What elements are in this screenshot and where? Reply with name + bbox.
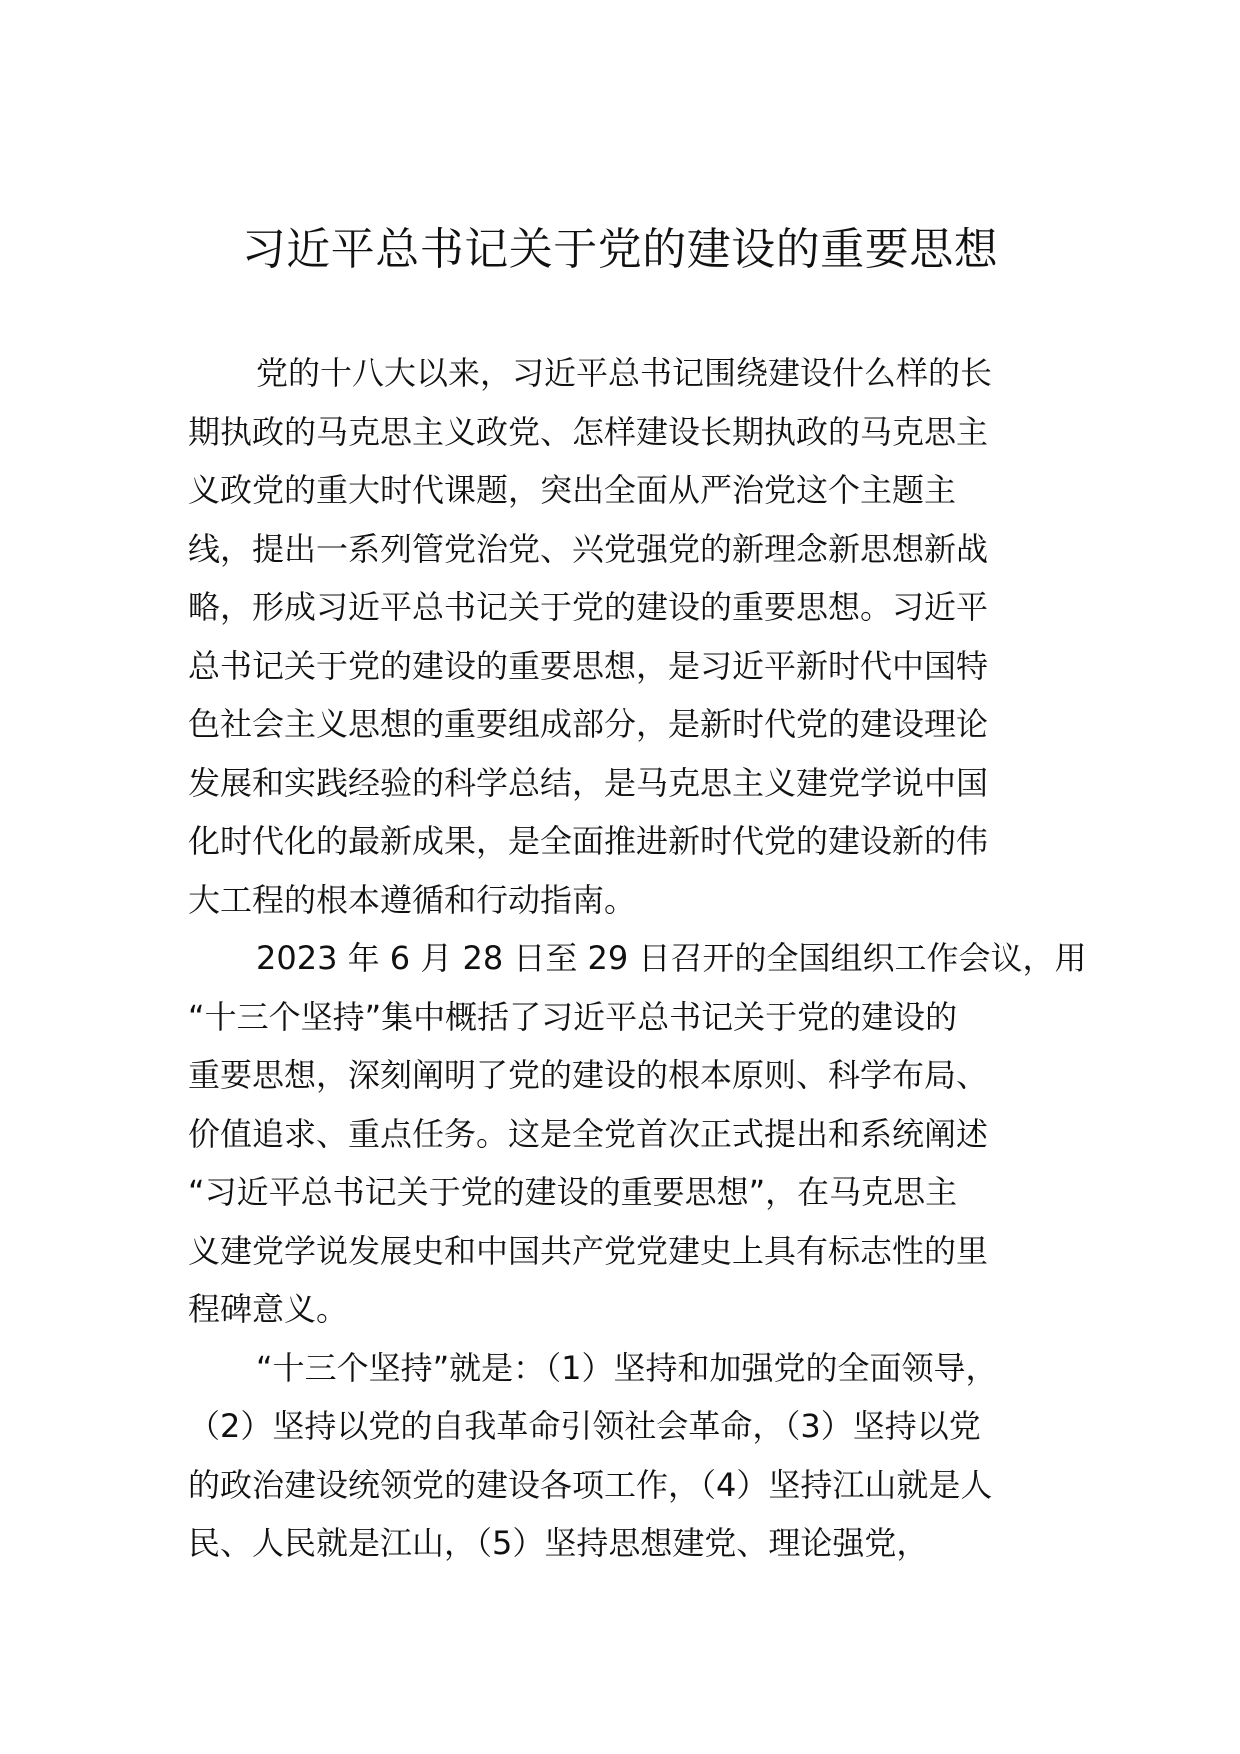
paragraph-line: 大工程的根本遵循和行动指南。 (188, 880, 637, 919)
paragraph-line: 色社会主义思想的重要组成部分，是新时代党的建设理论 (188, 705, 989, 743)
paragraph-line: 党的十八大以来，习近平总书记围绕建设什么样的长 (256, 354, 993, 392)
paragraph-line: 民、人民就是江山，（5）坚持思想建党、理论强党， (188, 1524, 929, 1562)
paragraph-line: 化时代化的最新成果，是全面推进新时代党的建设新的伟 (188, 822, 989, 860)
paragraph-line: 发展和实践经验的科学总结，是马克思主义建党学说中国 (188, 763, 989, 802)
paragraph-1 (188, 344, 1088, 929)
paragraph-line: 2023 年 6 月 28 日至 29 日召开的全国组织工作会议，用 (256, 939, 1087, 977)
paragraph-line: “十三个坚持”集中概括了习近平总书记关于党的建设的 (188, 997, 958, 1036)
document-title: 习近平总书记关于党的建设的重要思想 (241, 224, 999, 275)
paragraph-line: （2）坚持以党的自我革命引领社会革命，（3）坚持以党 (188, 1407, 981, 1445)
paragraph-2 (188, 929, 1088, 1339)
paragraph-line: 的政治建设统领党的建设各项工作，（4）坚持江山就是人 (188, 1465, 993, 1504)
paragraph-line: 总书记关于党的建设的重要思想，是习近平新时代中国特 (188, 646, 989, 685)
paragraph-3 (188, 1339, 1088, 1573)
paragraph-line: “习近平总书记关于党的建设的重要思想”，在马克思主 (188, 1173, 958, 1211)
paragraph-line: 略，形成习近平总书记关于党的建设的重要思想。习近平 (188, 588, 989, 626)
paragraph-line: 义建党学说发展史和中国共产党党建史上具有标志性的里 (188, 1231, 989, 1270)
document-body (188, 344, 1088, 1573)
paragraph-line: 线，提出一系列管党治党、兴党强党的新理念新思想新战 (188, 529, 989, 568)
paragraph-line: 期执政的马克思主义政党、怎样建设长期执政的马克思主 (188, 412, 989, 451)
paragraph-line: 义政党的重大时代课题，突出全面从严治党这个主题主 (188, 471, 957, 509)
paragraph-line: “十三个坚持”就是：（1）坚持和加强党的全面领导， (256, 1348, 998, 1387)
paragraph-line: 程碑意义。 (188, 1290, 349, 1328)
paragraph-line: 价值追求、重点任务。这是全党首次正式提出和系统阐述 (188, 1114, 989, 1153)
paragraph-line: 重要思想，深刻阐明了党的建设的根本原则、科学布局、 (188, 1056, 989, 1094)
